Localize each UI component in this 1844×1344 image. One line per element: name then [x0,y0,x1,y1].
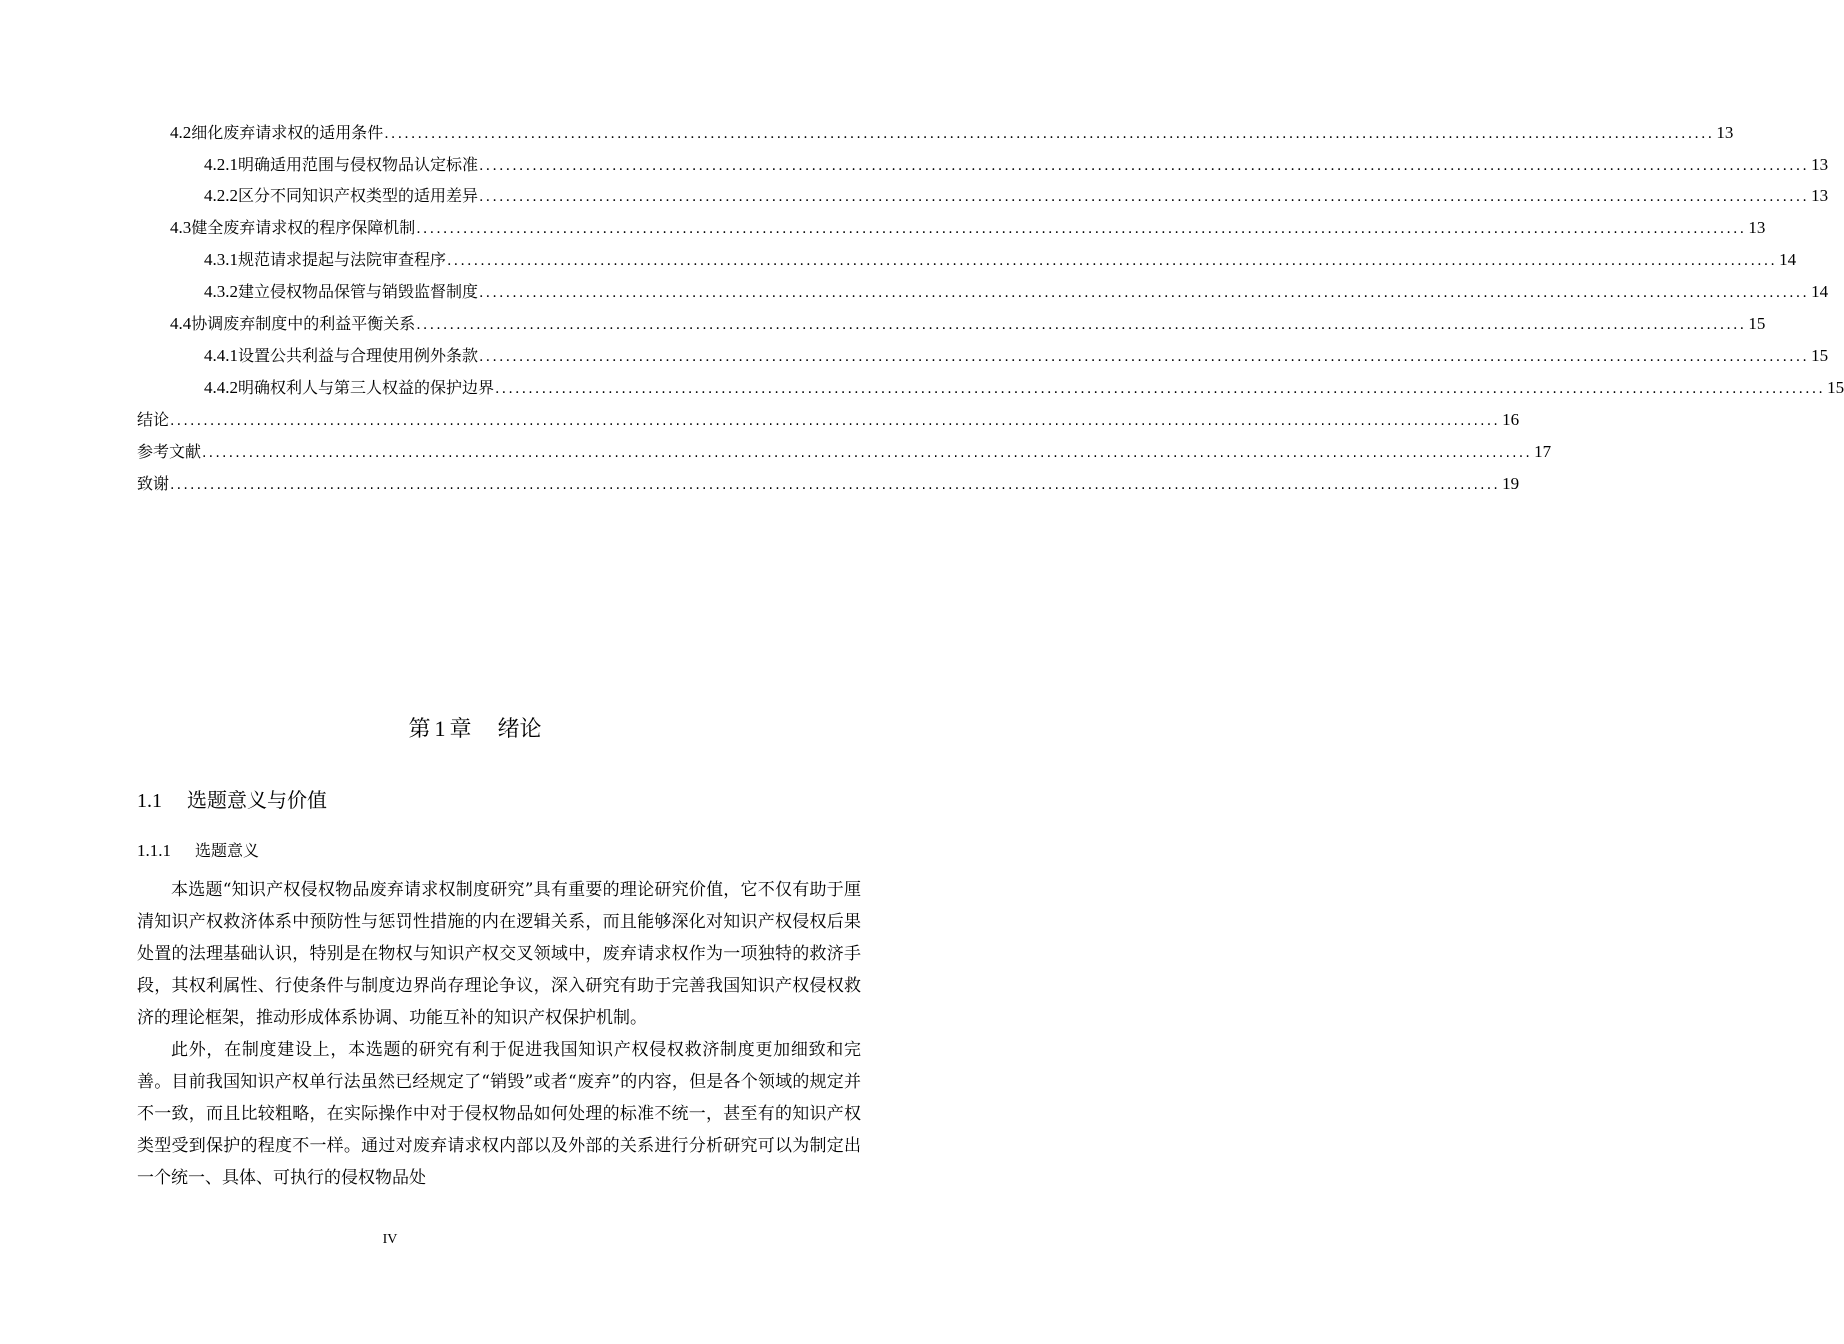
toc-entry-references[interactable] [137,440,1552,464]
toc-leader-dots: ........................................................................................................................................................................................................ [479,189,1810,205]
toc-leader-dots: ........................................................................................................................................................................................................ [495,381,1826,397]
toc-entry-title-part: 致 [137,474,154,493]
toc-entry-acknowledgements[interactable] [137,472,1520,496]
toc-entry-title: 规范请求提起与法院审查程序 [238,250,447,269]
toc-entry[interactable] [204,376,1844,400]
paragraph: 本选题“知识产权侵权物品废弃请求权制度研究”具有重要的理论研究价值，它不仅有助于厘清知识产权救济体系中预防性与惩罚性措施的内在逻辑关系，而且能够深化对知识产权侵权后果处置的法理基础认识，特别是在物权与知识产权交叉领域中，废弃请求权作为一项独特的救济手段，其权利属性、行使条件与制度边界尚存理论争议，深入研究有助于完善我国知识产权侵权救济的理论框架，推动形成体系协调、功能互补的知识产权保护机制。 [137,880,861,1028]
toc-entry-page: 13 [1716,123,1734,142]
toc-entry-number: 4.3.1 [204,250,238,269]
toc-entry-title: 建立侵权物品保管与销毁监督制度 [238,282,479,301]
toc-entry-page: 13 [1811,155,1829,174]
paragraph: 此外，在制度建设上，本选题的研究有利于促进我国知识产权侵权救济制度更加细致和完善。目前我国知识产权单行法虽然已经规定了“销毁”或者“废弃”的内容，但是各个领域的规定并不一致，而且比较粗略，在实际操作中对于侵权物品如何处理的标准不统一，甚至有的知识产权类型受到保护的程度不一样。通过对废弃请求权内部以及外部的关系进行分析研究可以为制定出一个统一、具体、可执行的侵权物品处 [137,1040,861,1188]
toc-entry-title-part: 论 [153,410,170,429]
toc-leader-dots: ........................................................................................................................................................................................................ [447,253,1778,269]
toc-entry[interactable] [170,121,1734,145]
toc-entry-title: 明确权利人与第三人权益的保护边界 [238,378,495,397]
toc-entry-page: 14 [1811,282,1829,301]
subsection-name: 选题意义 [195,841,260,860]
toc-leader-dots: ........................................................................................................................................................................................................ [202,445,1533,461]
section-heading [137,784,327,813]
section-name: 选题意义与价值 [187,788,327,812]
toc-entry-number: 4.4 [170,314,192,333]
toc-entry-number: 4.2 [170,123,192,142]
toc-leader-dots: ........................................................................................................................................................................................................ [416,221,1747,237]
chapter-number: 1 [434,716,446,741]
toc-entry-page: 15 [1827,378,1844,397]
chapter-title [0,712,950,743]
toc-entry-page: 15 [1748,314,1766,333]
chapter-suffix: 章 [449,717,472,742]
toc-entry-page: 17 [1534,442,1552,461]
page-number: IV [382,1232,398,1247]
toc-entry-number: 4.2.2 [204,186,238,205]
toc-leader-dots: ........................................................................................................................................................................................................ [384,126,1715,142]
toc-entry-number: 4.4.1 [204,346,238,365]
toc-entry[interactable] [170,216,1766,240]
chapter-prefix: 第 [408,717,431,742]
toc-entry-title-part: 结 [137,410,154,429]
toc-entry-page: 16 [1502,410,1520,429]
toc-leader-dots: ........................................................................................................................................................................................................ [170,413,1501,429]
toc-entry-conclusion[interactable] [137,408,1520,432]
toc-entry-title: 区分不同知识产权类型的适用差异 [238,186,479,205]
toc-entry-number: 4.3 [170,218,192,237]
body-text [137,874,861,1194]
section-number: 1.1 [137,790,162,812]
toc-entry-title: 明确适用范围与侵权物品认定标准 [238,155,479,174]
toc-entry-title: 协调废弃制度中的利益平衡关系 [191,314,416,333]
toc-entry-page: 19 [1502,474,1520,493]
toc-entry-page: 15 [1811,346,1829,365]
toc-entry-number: 4.4.2 [204,378,238,397]
toc-leader-dots: ........................................................................................................................................................................................................ [479,285,1810,301]
subsection-number: 1.1.1 [137,841,171,860]
toc-entry[interactable] [204,280,1829,304]
toc-entry[interactable] [204,344,1829,368]
toc-entry-title: 设置公共利益与合理使用例外条款 [238,346,479,365]
toc-leader-dots: ........................................................................................................................................................................................................ [479,158,1810,174]
toc-entry-number: 4.3.2 [204,282,238,301]
toc-entry-title: 健全废弃请求权的程序保障机制 [191,218,416,237]
toc-entry-page: 14 [1779,250,1797,269]
toc-entry-page: 13 [1748,218,1766,237]
toc-entry-title-part: 谢 [153,474,170,493]
toc-leader-dots: ........................................................................................................................................................................................................ [170,477,1501,493]
toc-entry[interactable] [204,153,1829,177]
toc-entry-number: 4.2.1 [204,155,238,174]
toc-entry[interactable] [204,184,1829,208]
toc-leader-dots: ........................................................................................................................................................................................................ [416,317,1747,333]
subsection-heading [137,838,259,861]
chapter-name: 绪论 [497,717,542,742]
toc-entry-page: 13 [1811,186,1829,205]
toc-entry-title: 细化废弃请求权的适用条件 [191,123,384,142]
toc-entry[interactable] [170,312,1766,336]
toc-entry[interactable] [204,248,1797,272]
toc-leader-dots: ........................................................................................................................................................................................................ [479,349,1810,365]
toc-entry-title: 参考文献 [137,442,202,461]
